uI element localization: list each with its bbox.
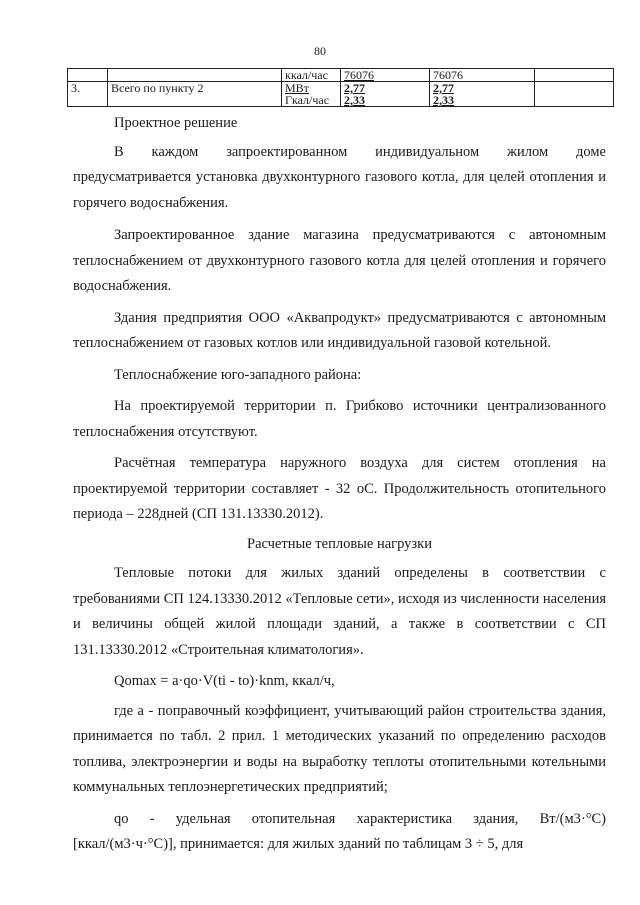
- table-row: [68, 82, 614, 107]
- paragraph: На проектируемой территории п. Грибково источники централизованного теплоснабжения отсутствуют.: [73, 398, 606, 440]
- table-value: 2,77: [344, 81, 365, 95]
- page-number: 80: [314, 44, 326, 58]
- table-value: 2,33: [433, 93, 454, 107]
- table-row: [68, 69, 614, 82]
- unit-line: Гкал/час: [285, 93, 330, 107]
- paragraph-heading: Проектное решение: [114, 115, 238, 131]
- paragraph: qo - удельная отопительная характеристика здания, Вт/(м3·°С) [ккал/(м3·ч·°С)], принимается: для жилых зданий по таблицам 3 ÷ 5, для: [73, 810, 606, 852]
- table-cell-unit: ккал/час: [282, 69, 341, 82]
- paragraph: Теплоснабжение юго-западного района:: [114, 366, 362, 383]
- section-title: Расчетные тепловые нагрузки: [247, 535, 432, 552]
- table-cell-name: [108, 69, 282, 82]
- table-cell-name: Всего по пункту 2: [108, 82, 282, 107]
- paragraph: В каждом запроектированном индивидуальном жилом доме предусматривается установка двухконтурного газового котла, для целей отопления и горячего водоснабжения.: [73, 143, 606, 211]
- load-table: [67, 68, 614, 107]
- table-cell-value: 76076: [430, 69, 535, 82]
- table-cell-value: [341, 82, 430, 107]
- table-cell-empty: [535, 82, 614, 107]
- table-value: 76076: [344, 68, 374, 82]
- body-text: [73, 111, 606, 858]
- paragraph: Расчётная температура наружного воздуха для систем отопления на проектируемой территории составляет - 32 оС. Продолжительность отопительного периода – 228дней (СП 131.13330.2012).: [73, 455, 606, 522]
- paragraph: где а - поправочный коэффициент, учитывающий район строительства здания, принимается по табл. 2 прил. 1 методических указаний по определению расходов топлива, электроэнергии и воды на выработку теплоты отопительными котельными коммунальных теплоэнергетических предприятий;: [73, 702, 606, 795]
- paragraph: Тепловые потоки для жилых зданий определены в соответствии с требованиями СП 124.13330.2012 «Тепловые сети», исходя из численности населения и величины общей жилой площади зданий, а также в соответствии с СП 131.13330.2012 «Строительная климатология».: [73, 565, 606, 658]
- unit-line: МВт: [285, 81, 309, 95]
- table-cell-empty: [535, 69, 614, 82]
- table-cell-unit: [282, 82, 341, 107]
- paragraph: Здания предприятия ООО «Аквапродукт» предусматриваются с автономным теплоснабжением от газовых котлов или индивидуальной газовой котельной.: [73, 309, 606, 351]
- table-value: 2,77: [433, 81, 454, 95]
- paragraph: Запроектированное здание магазина предусматриваются с автономным теплоснабжением от двухконтурного газового котла для целей отопления и горячего водоснабжения.: [73, 227, 606, 294]
- table-cell-value: [341, 69, 430, 82]
- table-cell-num: 3.: [68, 82, 108, 107]
- table-cell-value: [430, 82, 535, 107]
- formula: Qomax = a·qo·V(ti - to)·knm, ккал/ч,: [114, 673, 335, 689]
- table-value: 2,33: [344, 93, 365, 107]
- table-cell-num: [68, 69, 108, 82]
